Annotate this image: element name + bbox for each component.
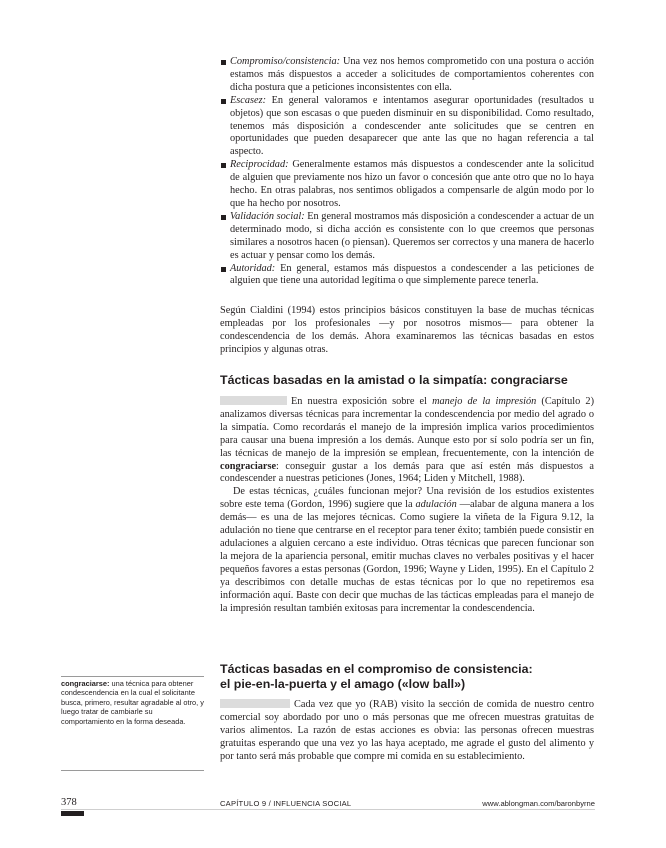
bullet-square-icon — [221, 215, 226, 220]
intro-paragraph: Según Cialdini (1994) estos principios básicos constituyen la base de muchas técnicas empleadas por los profesionales —y por nosotros mismos— para obtener la condescendencia de los demás. Ahora examinaremos las técnicas basadas en estos principios y algunas otras. — [220, 305, 594, 355]
section-heading-line: el pie-en-la-puerta y el amago («low ball») — [220, 677, 466, 691]
bullet-text: Generalmente estamos más dispuestos a condescender ante la solicitud de alguien que previamente nos hizo un favor o concesión que ante otro que no lo haya hecho. En otras palabras, nos sentimos obligados a compensarle de algún modo por lo que ha hecho por nosotros. — [230, 159, 594, 209]
text-run: : conseguir gustar a los demás para que así estén más dispuestos a condescender a nuestras peticiones (Jones, 1964; Liden y Mitchell, 1988). — [220, 460, 594, 485]
bold-term: congraciarse — [220, 460, 277, 472]
intro-block — [220, 305, 594, 357]
text-run: En nuestra exposición sobre el — [291, 396, 433, 407]
list-item — [220, 56, 594, 95]
glossary-note — [61, 679, 204, 726]
bullet-square-icon — [221, 60, 226, 65]
section2-heading-block — [220, 662, 600, 692]
list-item — [220, 263, 594, 289]
bullet-term: Escasez: — [230, 94, 267, 106]
paragraph — [220, 396, 594, 486]
highlight-box — [220, 699, 290, 708]
bullet-text: Una vez nos hemos comprometido con una postura o acción estamos más dispuestos a acceder a solicitudes de comportamientos coherentes con dicha postura que a peticiones inconsistentes con ella. — [230, 56, 594, 93]
paragraph — [220, 699, 594, 764]
principles-list — [220, 56, 594, 288]
text-run: De estas técnicas, ¿cuáles funcionan mejor? Una revisión de los estudios existentes sobre este tema (Gordon, 1996) sugiere que la — [220, 486, 594, 511]
italic-term: manejo de la impresión — [432, 396, 537, 407]
italic-term: adulación — [415, 499, 457, 511]
bullet-term: Reciprocidad: — [230, 159, 289, 171]
running-footer-chapter: CAPÍTULO 9 / INFLUENCIA SOCIAL — [220, 799, 352, 808]
bullet-text: En general, estamos más dispuestos a condescender a las peticiones de alguien que tiene una autoridad legítima o que simplemente parece tenerla. — [230, 262, 594, 287]
text-run: —alabar de alguna manera a los demás— es una de las mejores técnicas. Como sugiere la viñeta de la Figura 9.12, la adulación no tiene que centrarse en el receptor para tener éxito; también puede consistir en adulaciones a alguien cercano a este individuo. Otras técnicas que parecen funcionar son la mejora de la apariencia personal, emitir muchas claves no verbales positivas y el hacer pequeños favores a estas personas (Gordon, 1996; Wayne y Liden, 1995). En el Capítulo 2 ya describimos con detalle muchas de estas técnicas por lo que no repetiremos esa información aquí. Baste con decir que muchas de las tácticas empleadas para el manejo de la impresión resultan también exitosas para incrementar la condescendencia. — [220, 499, 594, 614]
glossary-term: congraciarse: — [61, 679, 110, 688]
text-run: Cada vez que yo (RAB) visito la sección de comida de nuestro centro comercial soy abordado por uno o más personas que me ofrecen muestras gratuitas de varios alimentos. La razón de estas acciones es obvia: las personas ofrecen muestras gratuitas esperando que una vez yo las haya aceptado, me agrade el gusto del alimento y por tanto será más probable que compre mi comida en su establecimiento. — [220, 699, 594, 762]
bullet-text: En general mostramos más disposición a condescender a actuar de un determinado modo, si dicha acción es consistente con lo que creemos que personas similares a nosotros hacen (o piensan). Queremos ser correctos y una manera de hacerlo es actuar y pensar como los demás. — [230, 210, 594, 261]
bullet-square-icon — [221, 99, 226, 104]
footer-website-link[interactable]: www.ablongman.com/baronbyrne — [482, 799, 595, 808]
bullet-square-icon — [221, 163, 226, 168]
footer-rule — [61, 809, 595, 810]
bullet-term: Compromiso/consistencia: — [230, 56, 341, 67]
bullet-term: Validación social: — [230, 210, 305, 222]
glossary-definition: una técnica para obtener condescendencia en la cual el solicitante busca, primero, resultar agradable al otro, y luego tratar de cambiarle su comportamiento en la forma deseada. — [61, 679, 204, 726]
bullet-text: En general valoramos e intentamos asegurar oportunidades (resultados u objetos) que son escasas o que pueden disminuir en su disponibilidad. Como resultado, tenemos más disposición a condescender ante solicitudes que se centren en oportunidades que pueden desaparecer que ante las que no hagan referencia a tal aspecto. — [230, 94, 594, 158]
page-number: 378 — [61, 797, 77, 808]
glossary-rule-top — [61, 676, 204, 677]
list-item — [220, 95, 594, 160]
section-heading-line: Tácticas basadas en el compromiso de consistencia: — [220, 662, 533, 676]
glossary-rule-bottom — [61, 770, 204, 771]
paragraph — [220, 486, 594, 615]
section2-body — [220, 699, 594, 764]
list-item — [220, 211, 594, 263]
page-number-bar — [61, 811, 84, 816]
text-run: (Capítulo 2) analizamos diversas técnicas para incrementar la condescendencia por medio del agrado o la simpatía. Como recordarás el manejo de la impresión implica varios procedimientos para causar una buena impresión a los demás. Aunque esto por sí solo podría ser un fin, las técnicas de manejo de la impresión se emplean, frecuentemente, con la intención de — [220, 396, 594, 459]
bullet-square-icon — [221, 267, 226, 272]
section-heading: Tácticas basadas en la amistad o la simpatía: congraciarse — [220, 373, 568, 387]
list-item — [220, 159, 594, 211]
section1-heading-block — [220, 373, 600, 388]
bullet-term: Autoridad: — [230, 262, 276, 274]
section1-body — [220, 396, 594, 615]
highlight-box — [220, 396, 287, 405]
